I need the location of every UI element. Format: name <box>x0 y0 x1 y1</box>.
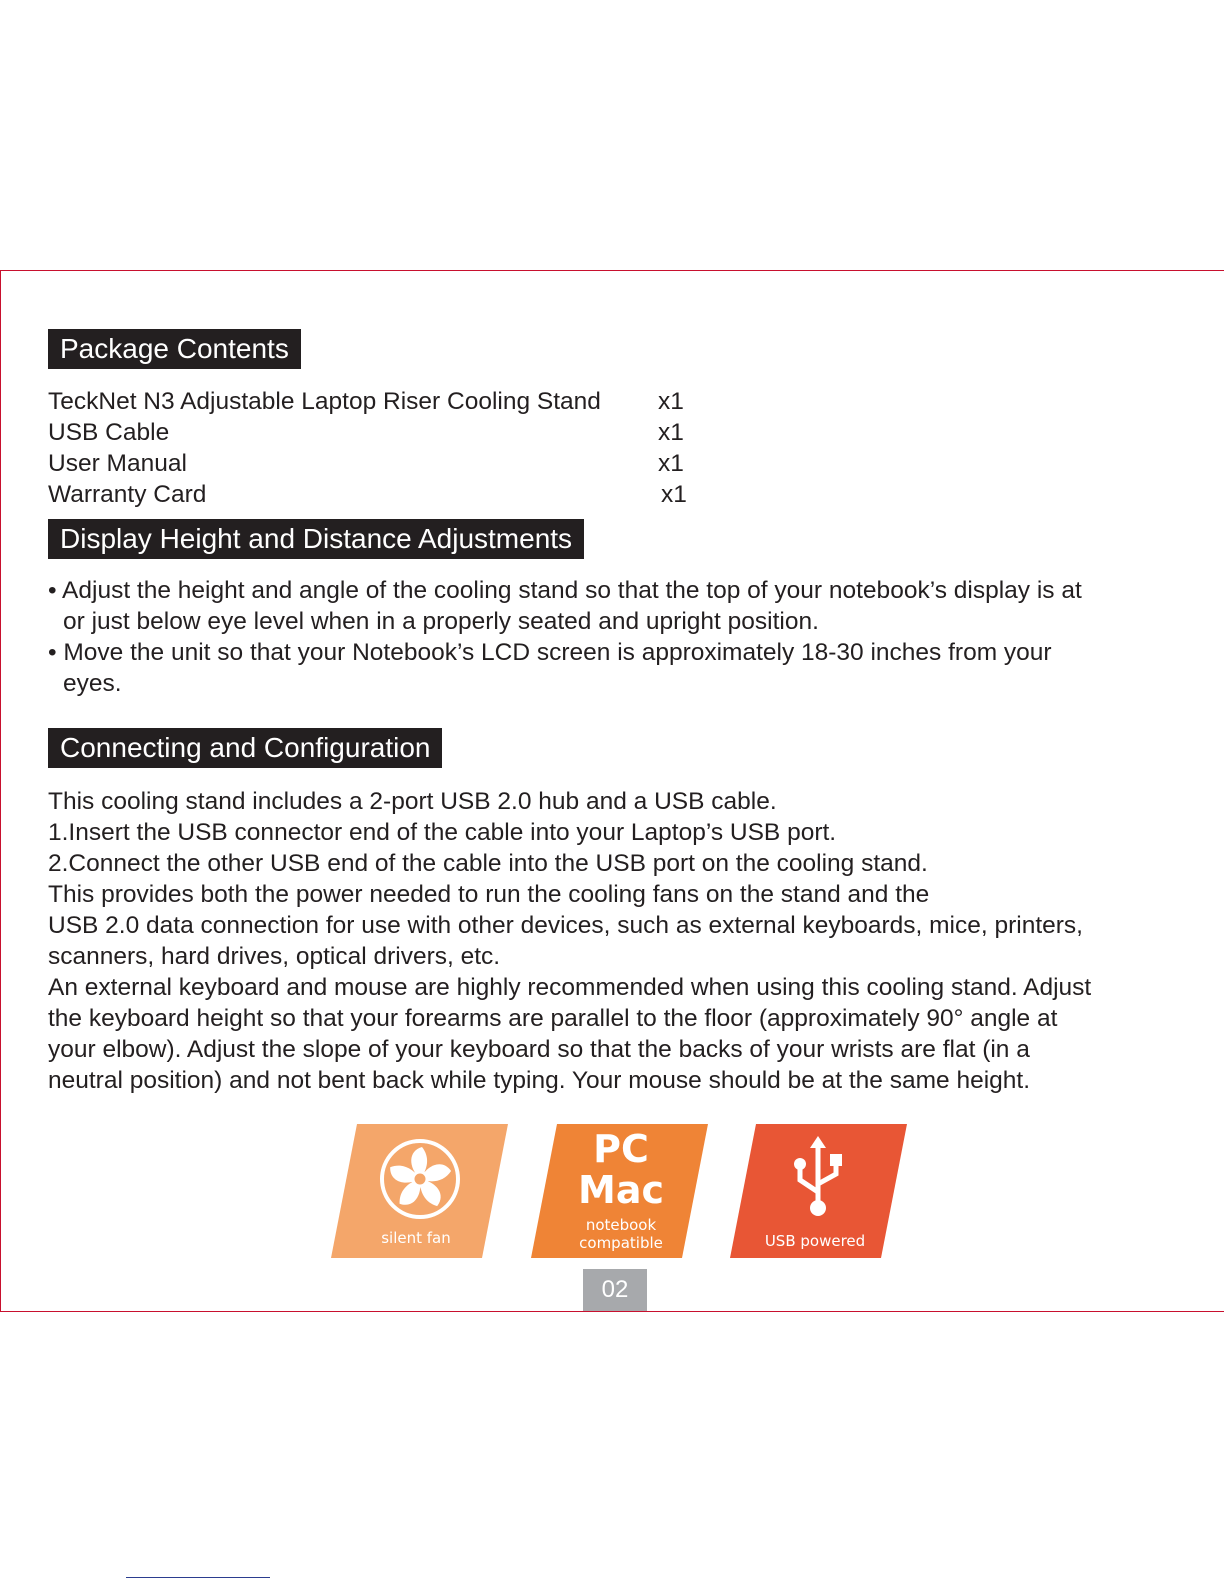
usb-icon <box>788 1134 848 1218</box>
fan-icon <box>378 1137 462 1221</box>
compat-badge <box>531 1124 711 1258</box>
package-item-name: User Manual <box>48 450 187 477</box>
usb-powered-label: USB powered <box>764 1232 866 1250</box>
paragraph-line: USB 2.0 data connection for use with other devices, such as external keyboards, mice, printers, <box>48 912 1083 939</box>
silent-fan-label: silent fan <box>381 1229 451 1247</box>
package-item-qty: x1 <box>658 388 684 415</box>
compatible-label: compatible <box>579 1234 663 1252</box>
package-item-qty: x1 <box>658 419 684 446</box>
bullet-text: • Adjust the height and angle of the cooling stand so that the top of your notebook’s display is at <box>48 577 1082 604</box>
notebook-label: notebook <box>585 1216 657 1234</box>
display-adjustments-heading: Display Height and Distance Adjustments <box>48 519 584 559</box>
usb-powered-badge <box>730 1124 910 1258</box>
link-underline <box>126 1577 270 1578</box>
connecting-heading: Connecting and Configuration <box>48 728 442 768</box>
page-number: 02 <box>583 1269 647 1311</box>
mac-label: Mac <box>578 1168 664 1212</box>
paragraph-line: 2.Connect the other USB end of the cable into the USB port on the cooling stand. <box>48 850 928 877</box>
paragraph-line: the keyboard height so that your forearms are parallel to the floor (approximately 90° angle at <box>48 1005 1058 1032</box>
bullet-text: or just below eye level when in a properly seated and upright position. <box>63 608 819 635</box>
paragraph-line: 1.Insert the USB connector end of the cable into your Laptop’s USB port. <box>48 819 837 846</box>
paragraph-line: This provides both the power needed to run the cooling fans on the stand and the <box>48 881 930 908</box>
silent-fan-badge <box>331 1124 511 1258</box>
paragraph-line: An external keyboard and mouse are highly recommended when using this cooling stand. Adjust <box>48 974 1092 1001</box>
pc-label: PC <box>593 1127 649 1171</box>
paragraph-line: your elbow). Adjust the slope of your keyboard so that the backs of your wrists are flat (in a <box>48 1036 1030 1063</box>
package-item-qty: x1 <box>658 450 684 477</box>
package-contents-heading: Package Contents <box>48 329 301 369</box>
paragraph-line: scanners, hard drives, optical drivers, etc. <box>48 943 501 970</box>
paragraph-line: neutral position) and not bent back while typing. Your mouse should be at the same height. <box>48 1067 1031 1094</box>
paragraph-line: This cooling stand includes a 2-port USB 2.0 hub and a USB cable. <box>48 788 777 815</box>
bullet-text: eyes. <box>63 670 122 697</box>
package-item-name: USB Cable <box>48 419 170 446</box>
package-item-name: TeckNet N3 Adjustable Laptop Riser Cooling Stand <box>48 388 601 415</box>
package-item-qty: x1 <box>661 481 687 508</box>
bullet-text: • Move the unit so that your Notebook’s LCD screen is approximately 18-30 inches from your <box>48 639 1052 666</box>
package-item-name: Warranty Card <box>48 481 207 508</box>
